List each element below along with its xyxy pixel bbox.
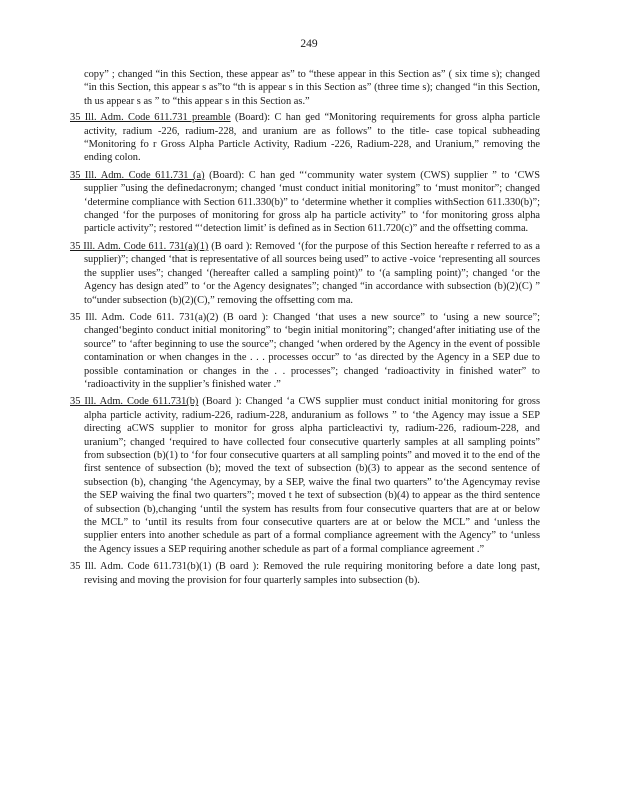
entry-text: (Board ): Changed ‘a CWS supplier must conduct initial monitoring for gross alpha particle activity, radium-226, radium-228, anduranium as follows ” to ‘the Agency may issue a SEP directing aCWS supplier to monitor for gross alpha particleactivi ty, radium-226, radioum-228, and uranium”; changed ‘required to have collected four consecutive quarterly samples at all sampling points” from subsection (b)(1) to ‘for four consecutive quarters at all sampling points” and moved it to the end of the first sentence of subsection (b); moved the text of subsection (b)(3) to appear as the second sentence of subsection (b), changing ‘the Agencymay, by a SEP, waive the final two quarters” to‘the Agencymay revise the SEP waiving the final two quarters”; moved t he text of subsection (b)(4) to appear as the third sentence of subsection (b),changing ‘until the system has results from four consecutive quarters that are at or below the MCL” to ‘until its results from four consecutive quarters are at or below the MCL” and ‘unless the supplier enters into another schedule as part of a formal compliance agreement with the Agency” to ‘unless the Agency issues a SEP requiring another schedule as part of a formal compliance agreement .” bbox=[84, 396, 540, 555]
entry-text: (Board): C han ged “‘community water system (CWS) supplier ” to ‘CWS supplier ”using the definedacronym; changed ‘must conduct initial monitoring” to ‘must monitor”; changed ‘determine compliance with Section 611.330(b)” to ‘determine whether it complies withSection 611.330(b)”; changed ‘for the purposes of monitoring for gross alp ha particle activity” to ‘for monitoring gross alpha particle activity”; restored “‘detection limit’ is defined as in Section 611.720(c)” and the offsetting comma. bbox=[84, 169, 540, 235]
entry-citation: 35 Ill. Adm. Code 611.731(b) bbox=[70, 396, 199, 408]
entry-text: (B oard ): Removed ‘(for the purpose of this Section hereafte r referred to as a supplier)”; changed ‘that is representative of all sources being used” to active -voice ‘representing all sources the supplier uses”; changed ‘(hereafter called a sampling point)” to ‘(a sampling point)”; changed ‘or the Agency has design ated” to ‘or the Agency designates”; changed “in accordance with subsection (b)(2)(C) ” to“under subsection (b)(2)(C),” removing the offsetting com ma. bbox=[84, 240, 540, 306]
entry-text: copy” ; changed “in this Section, these appear as” to “these appear in this Section as” ( six time s); changed “in this Section, this appear s as”to “th is appear s in this Section as” (three time s); changed “in this Section, th us appear s as ” to “this appear s in this Section as.” bbox=[84, 69, 540, 107]
entry-text: (Board): C han ged “Monitoring requirements for gross alpha particle activity, radium -226, radium-228, and uranium are as follows” to the title- case topical subheading “Monitoring fo r Gross Alpha Particle Activity, Radium -226, Radium-228, and Uranium,” removing the ending colon. bbox=[84, 112, 540, 164]
entry-text: 35 Ill. Adm. Code 611.731(b)(1) (B oard ): Removed the rule requiring monitoring before a date long past, revising and moving the provision for four quarterly samples into subsection (b). bbox=[70, 561, 540, 586]
page-content bbox=[70, 68, 540, 591]
entry-611-731-b-1 bbox=[70, 560, 540, 587]
page-number: 249 bbox=[300, 38, 318, 50]
entry-611-731-a-2 bbox=[70, 311, 540, 391]
entry-611-731-preamble bbox=[70, 111, 540, 165]
entry-continuation bbox=[70, 68, 540, 108]
entry-citation: 35 Ill. Adm. Code 611. 731(a)(1) bbox=[70, 240, 209, 252]
entry-611-731-a bbox=[70, 169, 540, 236]
entry-citation: 35 Ill. Adm. Code 611.731 (a) bbox=[70, 169, 205, 181]
entry-text: 35 Ill. Adm. Code 611. 731(a)(2) (B oard ): Changed ‘that uses a new source” to ‘using a new source”; changed‘beginto conduct initial monitoring” to ‘begin initial monitoring”; changed‘after initiating use of the source” to ‘after beginning to use the source”; changed ‘when ordered by the Agency in the event of possible contamination or when changes in the . . . processes occur” to ‘as directed by the Agency in a SEP due to possible contamination or changes in the . . processes”; changed ‘radioactivity in finished water” to ‘radioactivity in the supplier’s finished water .” bbox=[70, 311, 540, 390]
entry-611-731-a-1 bbox=[70, 240, 540, 307]
entry-611-731-b bbox=[70, 395, 540, 556]
entry-citation: 35 Ill. Adm. Code 611.731 preamble bbox=[70, 112, 231, 124]
